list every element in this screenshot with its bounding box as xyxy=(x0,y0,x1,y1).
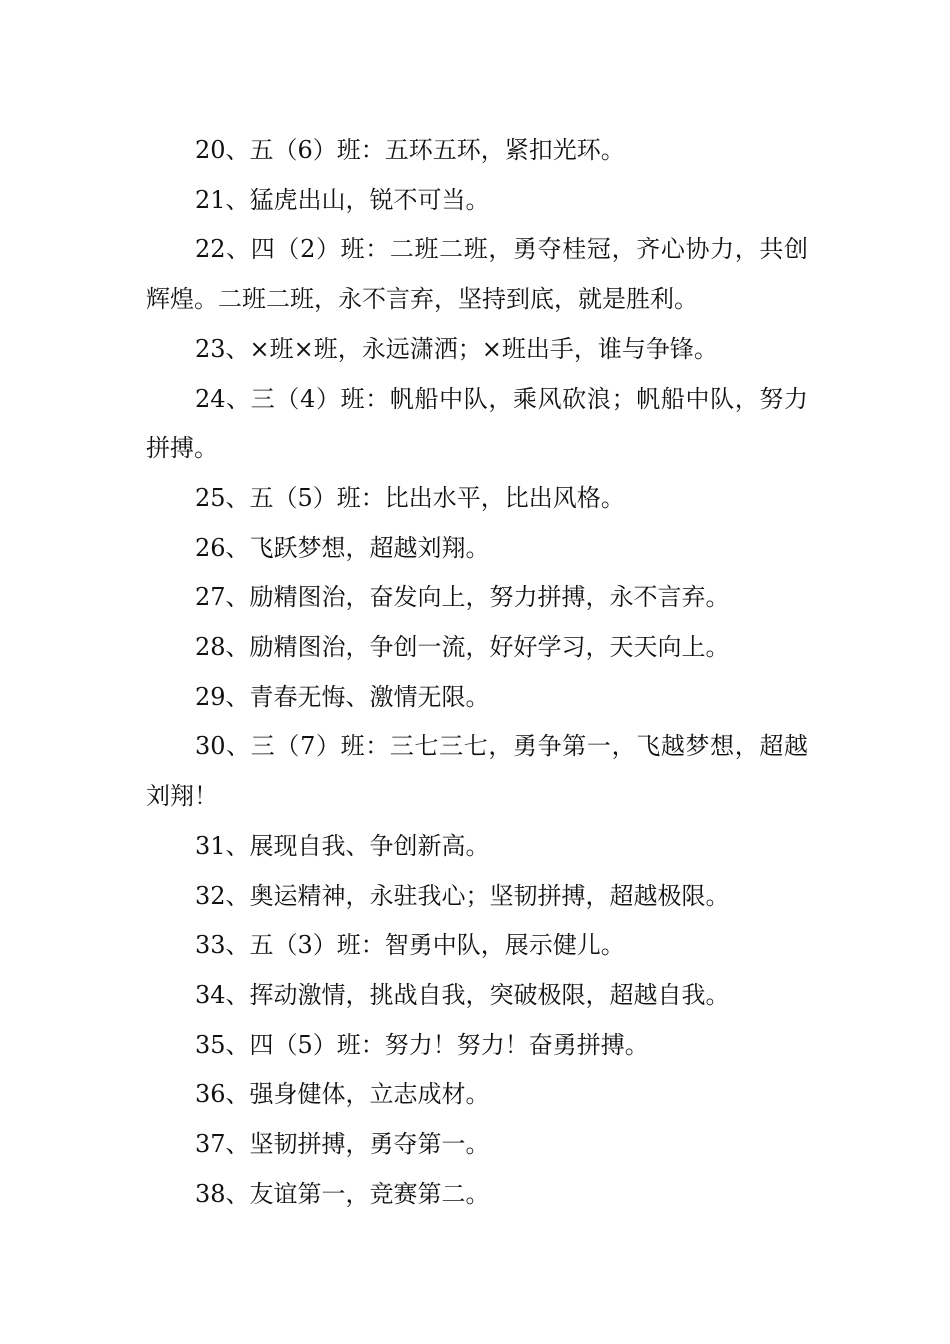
slogan-item-21: 21、猛虎出山，锐不可当。 xyxy=(195,185,490,214)
slogan-item-25: 25、五（5）班：比出水平，比出风格。 xyxy=(195,483,625,512)
slogan-item-35: 35、四（5）班：努力！努力！奋勇拼搏。 xyxy=(195,1030,649,1059)
slogan-item-30: 30、三（7）班：三七三七，勇争第一，飞越梦想，超越刘翔！ xyxy=(146,732,808,811)
slogan-item-20: 20、五（6）班：五环五环，紧扣光环。 xyxy=(195,136,625,164)
slogan-item-32: 32、奥运精神，永驻我心；坚韧拼搏，超越极限。 xyxy=(195,881,730,910)
slogan-item-22: 22、四（2）班：二班二班，勇夺桂冠，齐心协力，共创辉煌。二班二班，永不言弃，坚持到底，就是胜利。 xyxy=(146,235,808,314)
slogan-item-23: 23、×班×班，永远潇洒；×班出手，谁与争锋。 xyxy=(195,334,718,363)
slogan-item-33: 33、五（3）班：智勇中队，展示健儿。 xyxy=(195,931,625,960)
slogan-item-24: 24、三（4）班：帆船中队，乘风砍浪；帆船中队，努力拼搏。 xyxy=(146,384,808,463)
slogan-item-36: 36、强身健体，立志成材。 xyxy=(195,1080,490,1109)
slogan-item-38: 38、友谊第一，竞赛第二。 xyxy=(195,1179,490,1208)
slogan-item-31: 31、展现自我、争创新高。 xyxy=(195,831,490,860)
slogan-list xyxy=(146,126,808,1219)
slogan-item-37: 37、坚韧拼搏，勇夺第一。 xyxy=(195,1130,490,1159)
slogan-item-26: 26、飞跃梦想，超越刘翔。 xyxy=(195,533,490,562)
slogan-item-27: 27、励精图治，奋发向上，努力拼搏，永不言弃。 xyxy=(195,583,730,612)
slogan-item-34: 34、挥动激情，挑战自我，突破极限，超越自我。 xyxy=(195,980,730,1009)
slogan-item-28: 28、励精图治，争创一流，好好学习，天天向上。 xyxy=(195,633,730,662)
slogan-item-29: 29、青春无悔、激情无限。 xyxy=(195,682,490,711)
